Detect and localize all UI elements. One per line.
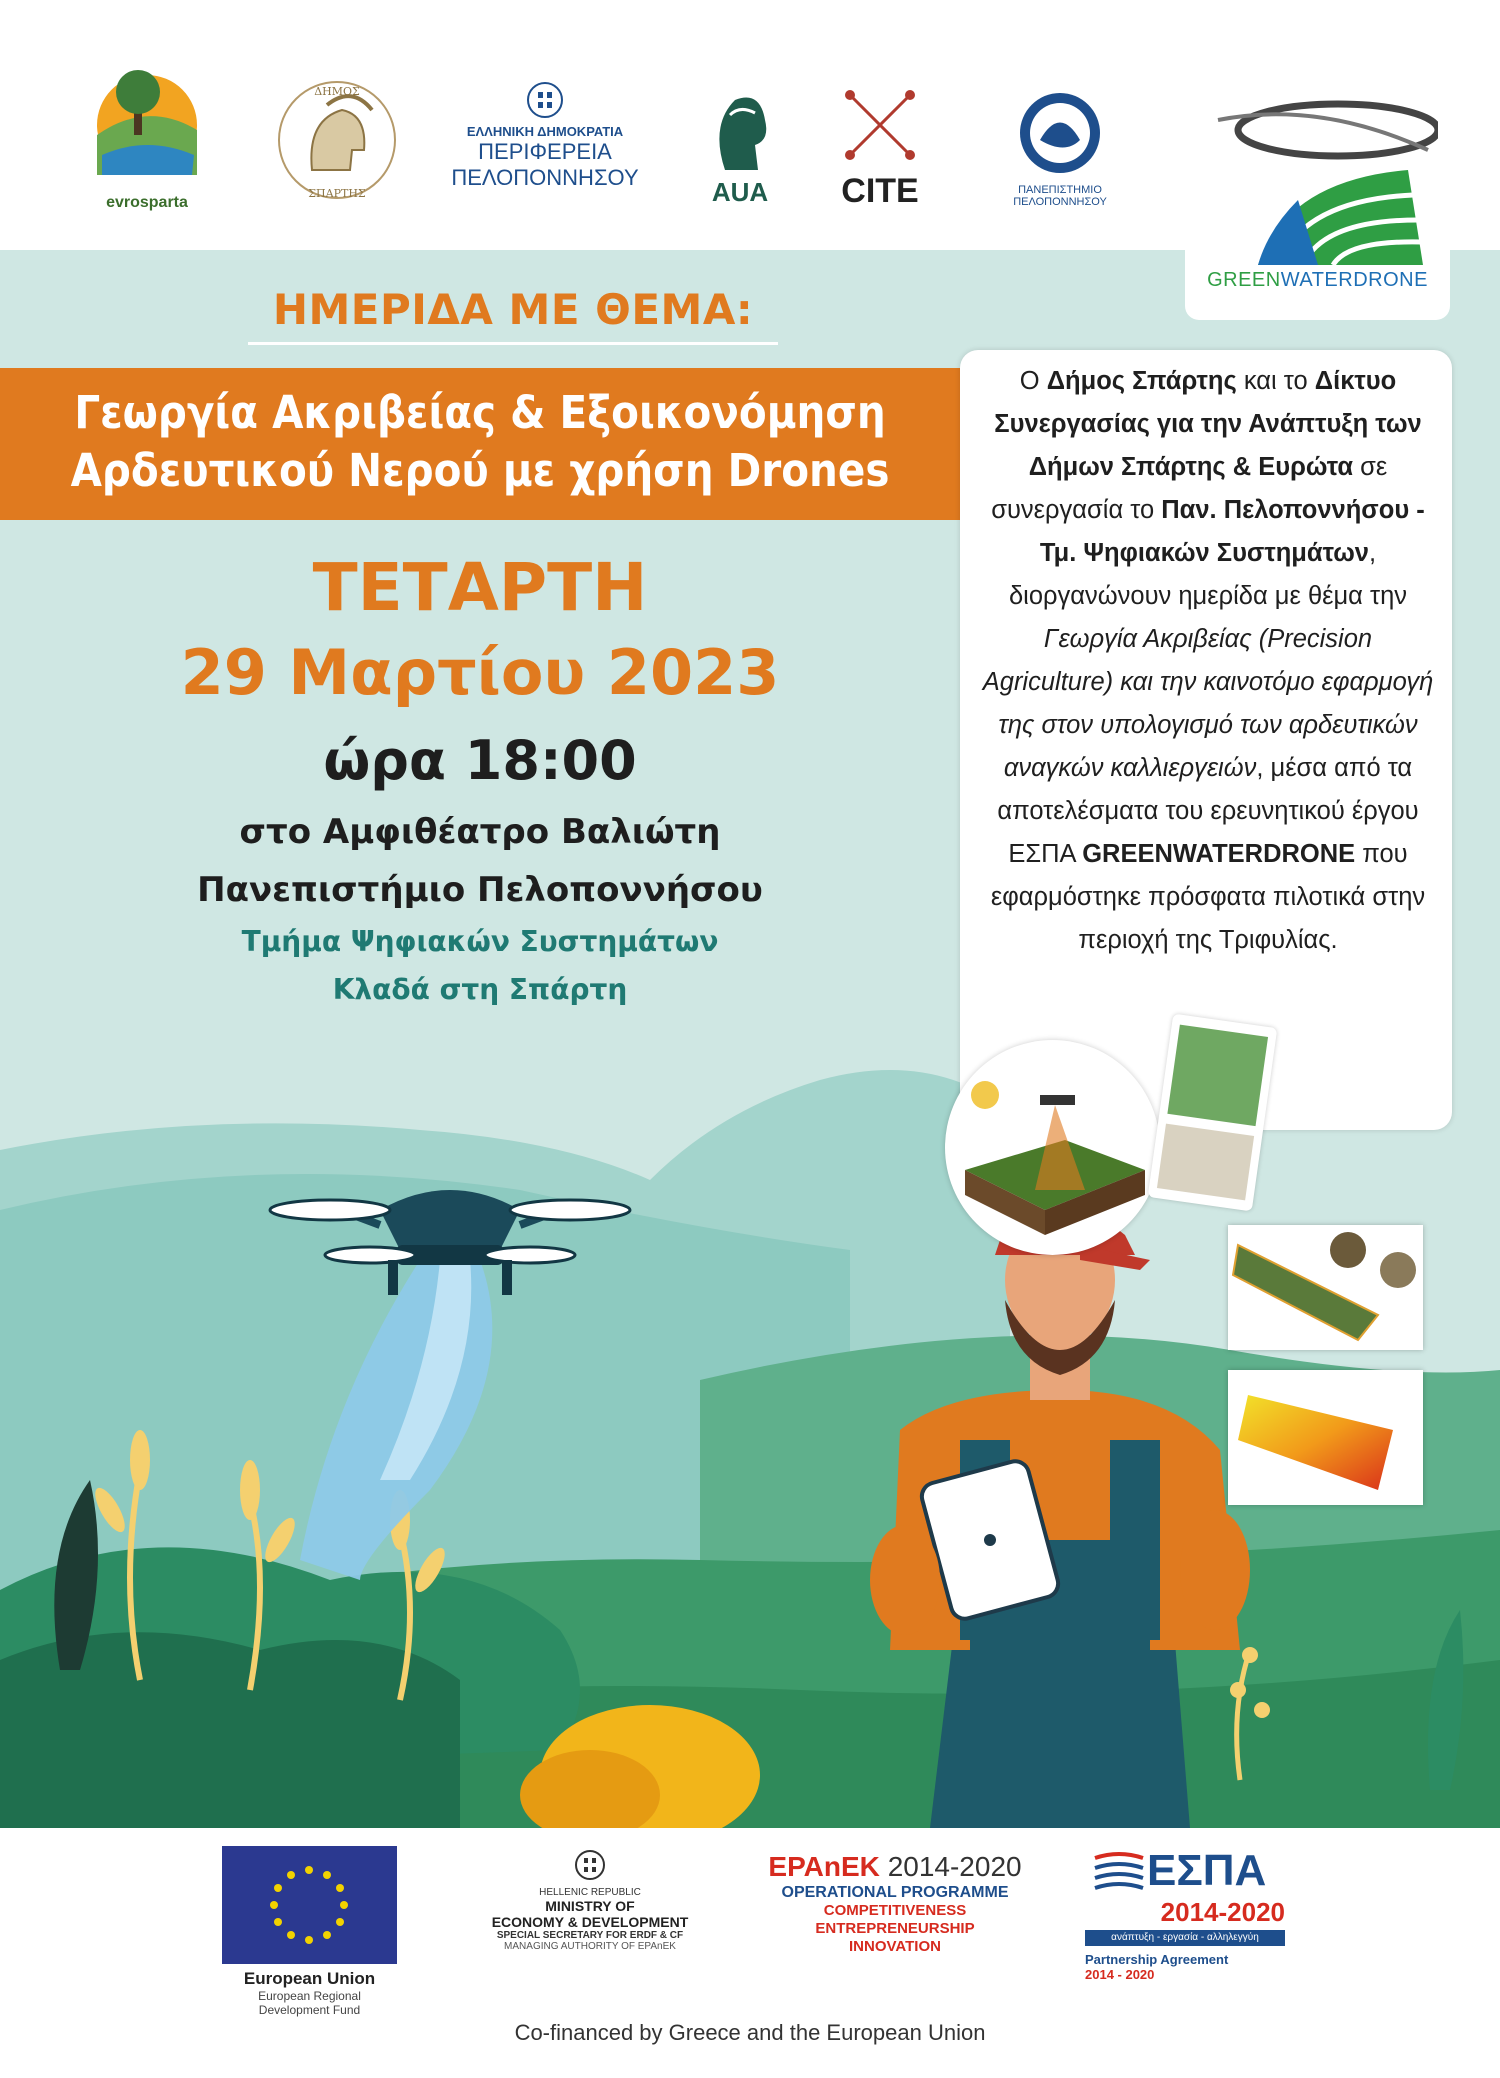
venue-line-2: Πανεπιστήμιο Πελοποννήσου: [197, 870, 763, 910]
region-label-1: ΕΛΛΗΝΙΚΗ ΔΗΜΟΚΡΑΤΙΑ: [466, 124, 624, 139]
field-map-icon: [1228, 1225, 1423, 1350]
aua-label: AUA: [711, 177, 769, 207]
event-day: ΤΕΤΑΡΤΗ: [312, 549, 648, 626]
greenwaterdrone-emblem-icon: [1198, 90, 1438, 265]
ndvi-heatmap-image: [1228, 1370, 1423, 1505]
espa-waves-icon: [1093, 1850, 1145, 1894]
uop-label-2: ΠΕΛΟΠΟΝΝΗΣΟΥ: [1013, 196, 1107, 208]
eu-flag-icon: [222, 1846, 397, 1964]
region-label-3: ΠΕΛΟΠΟΝΝΗΣΟΥ: [451, 165, 639, 190]
info-italic-topic: Γεωργία Ακριβείας (Precision Agriculture) και την καινοτόμο εφαρμογή της στον υπολογισμό των αρδευτικών αναγκών καλλιεργειών: [982, 625, 1434, 782]
info-box: [960, 350, 1452, 1130]
event-date: 29 Μαρτίου 2023: [180, 636, 780, 709]
epanek-logo: [750, 1850, 1040, 1956]
ministry-logo: [475, 1848, 705, 1952]
aua-head-icon: [700, 85, 780, 175]
ministry-label-2: MINISTRY OF: [545, 1898, 635, 1914]
aua-logo: [690, 85, 790, 215]
info-bold-project: GREENWATERDRONE: [1082, 840, 1356, 868]
info-text-3: σε συνεργασία το: [991, 453, 1388, 524]
top-logo-band: [0, 0, 1500, 291]
region-label-2: ΠΕΡΙΦΕΡΕΙΑ: [478, 139, 612, 164]
event-time: ώρα 18:00: [323, 729, 637, 792]
espa-years: 2014-2020: [1160, 1897, 1285, 1927]
espa-logo: [1085, 1846, 1285, 1982]
uop-logo: [975, 85, 1145, 220]
field-photo-bottom: [1157, 1124, 1254, 1201]
drone-field-diagram-icon: [945, 1040, 1160, 1255]
title-line-2: Αρδευτικού Νερού με χρήση Drones: [70, 444, 890, 497]
cite-logo: [830, 80, 930, 215]
cite-cross-icon: [835, 80, 925, 170]
espa-partner-label-1: Partnership Agreement: [1085, 1952, 1229, 1967]
title-line-1: Γεωργία Ακριβείας & Εξοικονόμηση: [74, 386, 886, 439]
dimos-spartis-logo: [272, 75, 402, 215]
heading-underline: [248, 342, 778, 345]
greenwaterdrone-label-rest: WATERDRONE: [1280, 269, 1428, 291]
evrosparta-label: evrosparta: [106, 194, 188, 211]
dimos-label-bottom: ΣΠΑΡΤΗΣ: [308, 187, 366, 200]
ministry-label-3: ECONOMY & DEVELOPMENT: [491, 1914, 689, 1930]
info-text-2: και το: [1236, 367, 1315, 395]
department-line-1: Τμήμα Ψηφιακών Συστημάτων: [241, 925, 719, 958]
eu-label-1: European Union: [243, 1969, 376, 1988]
department-line-2: Κλαδά στη Σπάρτη: [332, 973, 628, 1006]
espa-tagline: ανάπτυξη - εργασία - αλληλεγγύη: [1085, 1930, 1285, 1946]
dimos-label-top: ΔΗΜΟΣ: [314, 85, 360, 98]
uop-label-1: ΠΑΝΕΠΙΣΤΗΜΙΟ: [1018, 184, 1102, 196]
spartan-helmet-icon: [272, 75, 402, 205]
ministry-label-4: SPECIAL SECRETARY FOR ERDF & CF: [496, 1930, 684, 1941]
epanek-label-1: OPERATIONAL PROGRAMME: [781, 1884, 1009, 1901]
bottom-logo-band: [0, 1828, 1500, 2078]
greek-emblem-icon: [525, 80, 565, 120]
field-map-image: [1228, 1225, 1423, 1350]
eu-label-3: Development Fund: [258, 2003, 361, 2017]
info-text-5: , μέσα από τα αποτελέσματα του ερευνητικού έργου ΕΣΠΑ: [997, 754, 1419, 868]
cite-label: CITE: [841, 172, 919, 210]
espa-partner-label-2: 2014 - 2020: [1085, 1967, 1155, 1982]
venue-line-1: στο Αμφιθέατρο Βαλιώτη: [239, 812, 721, 852]
title-bar: [0, 368, 960, 520]
info-text: [982, 360, 1434, 962]
greenwaterdrone-logo: [1185, 90, 1450, 320]
epanek-label-4: INNOVATION: [849, 1938, 941, 1955]
region-peloponnese-logo: [440, 80, 650, 220]
poster-main: [0, 250, 1500, 1828]
info-text-6: που εφαρμόστηκε πρόσφατα πιλοτικά στην περιοχή της Τριφυλίας.: [990, 840, 1426, 954]
ministry-label-1: HELLENIC REPUBLIC: [539, 1887, 641, 1898]
event-heading: ΗΜΕΡΙΔΑ ΜΕ ΘΕΜΑ:: [272, 285, 754, 334]
info-bold-university: Παν. Πελοποννήσου - Τμ. Ψηφιακών Συστημάτων: [1039, 496, 1425, 567]
info-text-1: Ο: [1019, 367, 1047, 395]
espa-brand: ΕΣΠΑ: [1147, 1846, 1267, 1895]
info-bold-network: Δίκτυο Συνεργασίας για την Ανάπτυξη των Δήμων Σπάρτης & Ευρώτα: [994, 367, 1422, 481]
eu-logo: [222, 1846, 397, 2017]
cofinanced-statement: Co-financed by Greece and the European Union: [514, 2020, 986, 2045]
field-photo-top: [1167, 1025, 1268, 1127]
drone-field-diagram-image: [945, 1040, 1160, 1255]
hellenic-emblem-icon: [573, 1848, 607, 1882]
greenwaterdrone-label-green: GREEN: [1207, 269, 1281, 291]
epanek-years: 2014-2020: [887, 1851, 1022, 1882]
epanek-label-2: COMPETITIVENESS: [823, 1902, 967, 1919]
info-text-4: , διοργανώνουν ημερίδα με θέμα την: [1008, 539, 1408, 610]
evrosparta-emblem-icon: [82, 60, 212, 190]
evrosparta-logo: [82, 60, 212, 220]
info-bold-municipality: Δήμος Σπάρτης: [1046, 367, 1237, 395]
ministry-label-5: MANAGING AUTHORITY OF EPAnEK: [504, 1941, 676, 1952]
uop-emblem-icon: [1010, 85, 1110, 180]
eu-label-2: European Regional: [258, 1989, 361, 2003]
epanek-brand: EPAnEK: [768, 1851, 880, 1882]
epanek-label-3: ENTREPRENEURSHIP: [815, 1920, 975, 1937]
ndvi-heatmap-icon: [1228, 1370, 1423, 1505]
